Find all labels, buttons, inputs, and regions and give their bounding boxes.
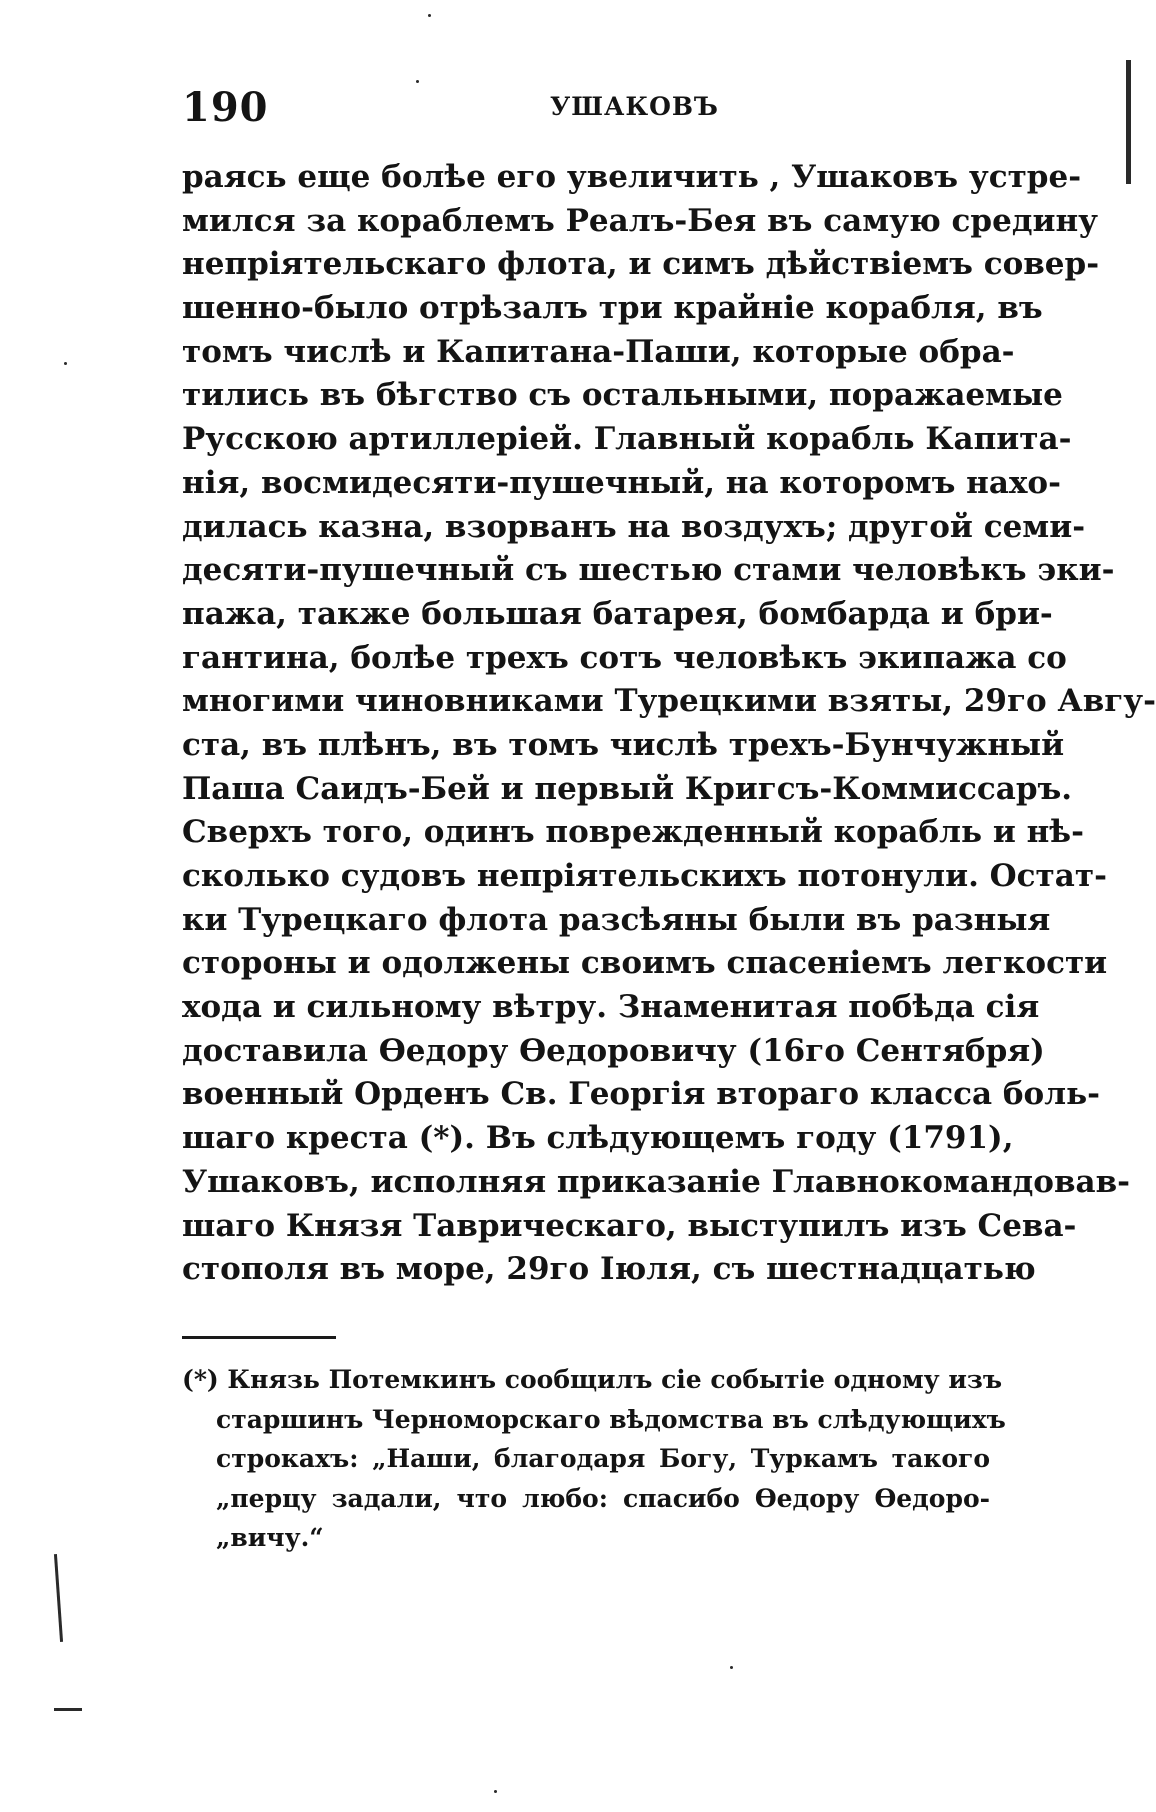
ink-speck (64, 362, 67, 365)
margin-dash (54, 1708, 82, 1711)
text-line: Паша Саидъ-Бей и первый Кригсъ-Коммиссаръ. (182, 770, 1073, 807)
footnote-line: „перцу задали, что любо: спасибо Ѳедору Ѳедоро- (216, 1483, 990, 1513)
text-line: шаго Князя Таврическаго, выступилъ изъ Сева- (182, 1207, 1077, 1244)
text-line: шенно-было отрѣзалъ три крайніе корабля, въ (182, 290, 1043, 327)
text-line: стополя въ море, 29го Іюля, съ шестнадцатью (182, 1251, 1036, 1288)
text-line: доставила Ѳедору Ѳедоровичу (16го Сентября) (182, 1032, 1045, 1069)
text-line: томъ числѣ и Капитана-Паши, которые обра- (182, 333, 1015, 370)
text-line: Русскою артиллеріей. Главный корабль Капита- (182, 421, 1072, 458)
footnote-line: „вичу.“ (216, 1523, 324, 1552)
page-number: 190 (182, 84, 269, 131)
text-line: гантина, болѣе трехъ сотъ человѣкъ экипажа со (182, 639, 1067, 676)
footnote-line: старшинъ Черноморскаго вѣдомства въ слѣдующихъ (216, 1404, 1006, 1434)
text-line: ки Турецкаго флота разсѣяны были въ разныя (182, 901, 1051, 938)
body-text (182, 156, 1156, 1292)
ink-speck (730, 1666, 733, 1669)
text-line: раясь еще болѣе его увеличить , Ушаковъ устре- (182, 159, 1082, 195)
text-line: многими чиновниками Турецкими взяты, 29го Авгу- (182, 683, 1156, 720)
footnote-rule (182, 1336, 336, 1339)
text-line: нія, восмидесяти-пушечный, на которомъ нахо- (182, 464, 1061, 501)
text-line: десяти-пушечный съ шестью стами человѣкъ эки- (182, 552, 1115, 589)
text-line: Ушаковъ, исполняя приказаніе Главнокомандовав- (182, 1163, 1130, 1200)
text-line: пажа, также большая батарея, бомбарда и бри- (182, 595, 1053, 632)
text-line: дилась казна, взорванъ на воздухъ; другой семи- (182, 508, 1086, 545)
text-line: Сверхъ того, одинъ поврежденный корабль и нѣ- (182, 814, 1084, 851)
margin-bar (54, 1554, 63, 1642)
text-line: тились въ бѣгство съ остальными, поражаемые (182, 377, 1063, 414)
ink-speck (416, 80, 419, 83)
running-head: УШАКОВЪ (550, 92, 719, 121)
text-line: хода и сильному вѣтру. Знаменитая побѣда сія (182, 989, 1040, 1026)
footnote (182, 1360, 1006, 1558)
ink-speck (428, 14, 431, 17)
text-line: сколько судовъ непріятельскихъ потонули. Остат- (182, 858, 1107, 894)
text-line: военный Орденъ Св. Георгія втораго класса боль- (182, 1076, 1100, 1113)
text-line: стороны и одолжены своимъ спасеніемъ легкости (182, 945, 1108, 982)
text-line: ста, въ плѣнъ, въ томъ числѣ трехъ-Бунчужный (182, 726, 1065, 763)
text-line: шаго креста (*). Въ слѣдующемъ году (1791), (182, 1120, 1014, 1157)
footnote-line: строкахъ: „Наши, благодаря Богу, Туркамъ такого (216, 1444, 990, 1473)
text-line: непріятельскаго флота, и симъ дѣйствіемъ совер- (182, 246, 1100, 283)
margin-bar (1126, 60, 1131, 184)
ink-speck (494, 1790, 497, 1793)
footnote-line: (*) Князь Потемкинъ сообщилъ сіе событіе одному изъ (182, 1365, 1003, 1394)
text-line: мился за кораблемъ Реалъ-Бея въ самую средину (182, 202, 1099, 239)
